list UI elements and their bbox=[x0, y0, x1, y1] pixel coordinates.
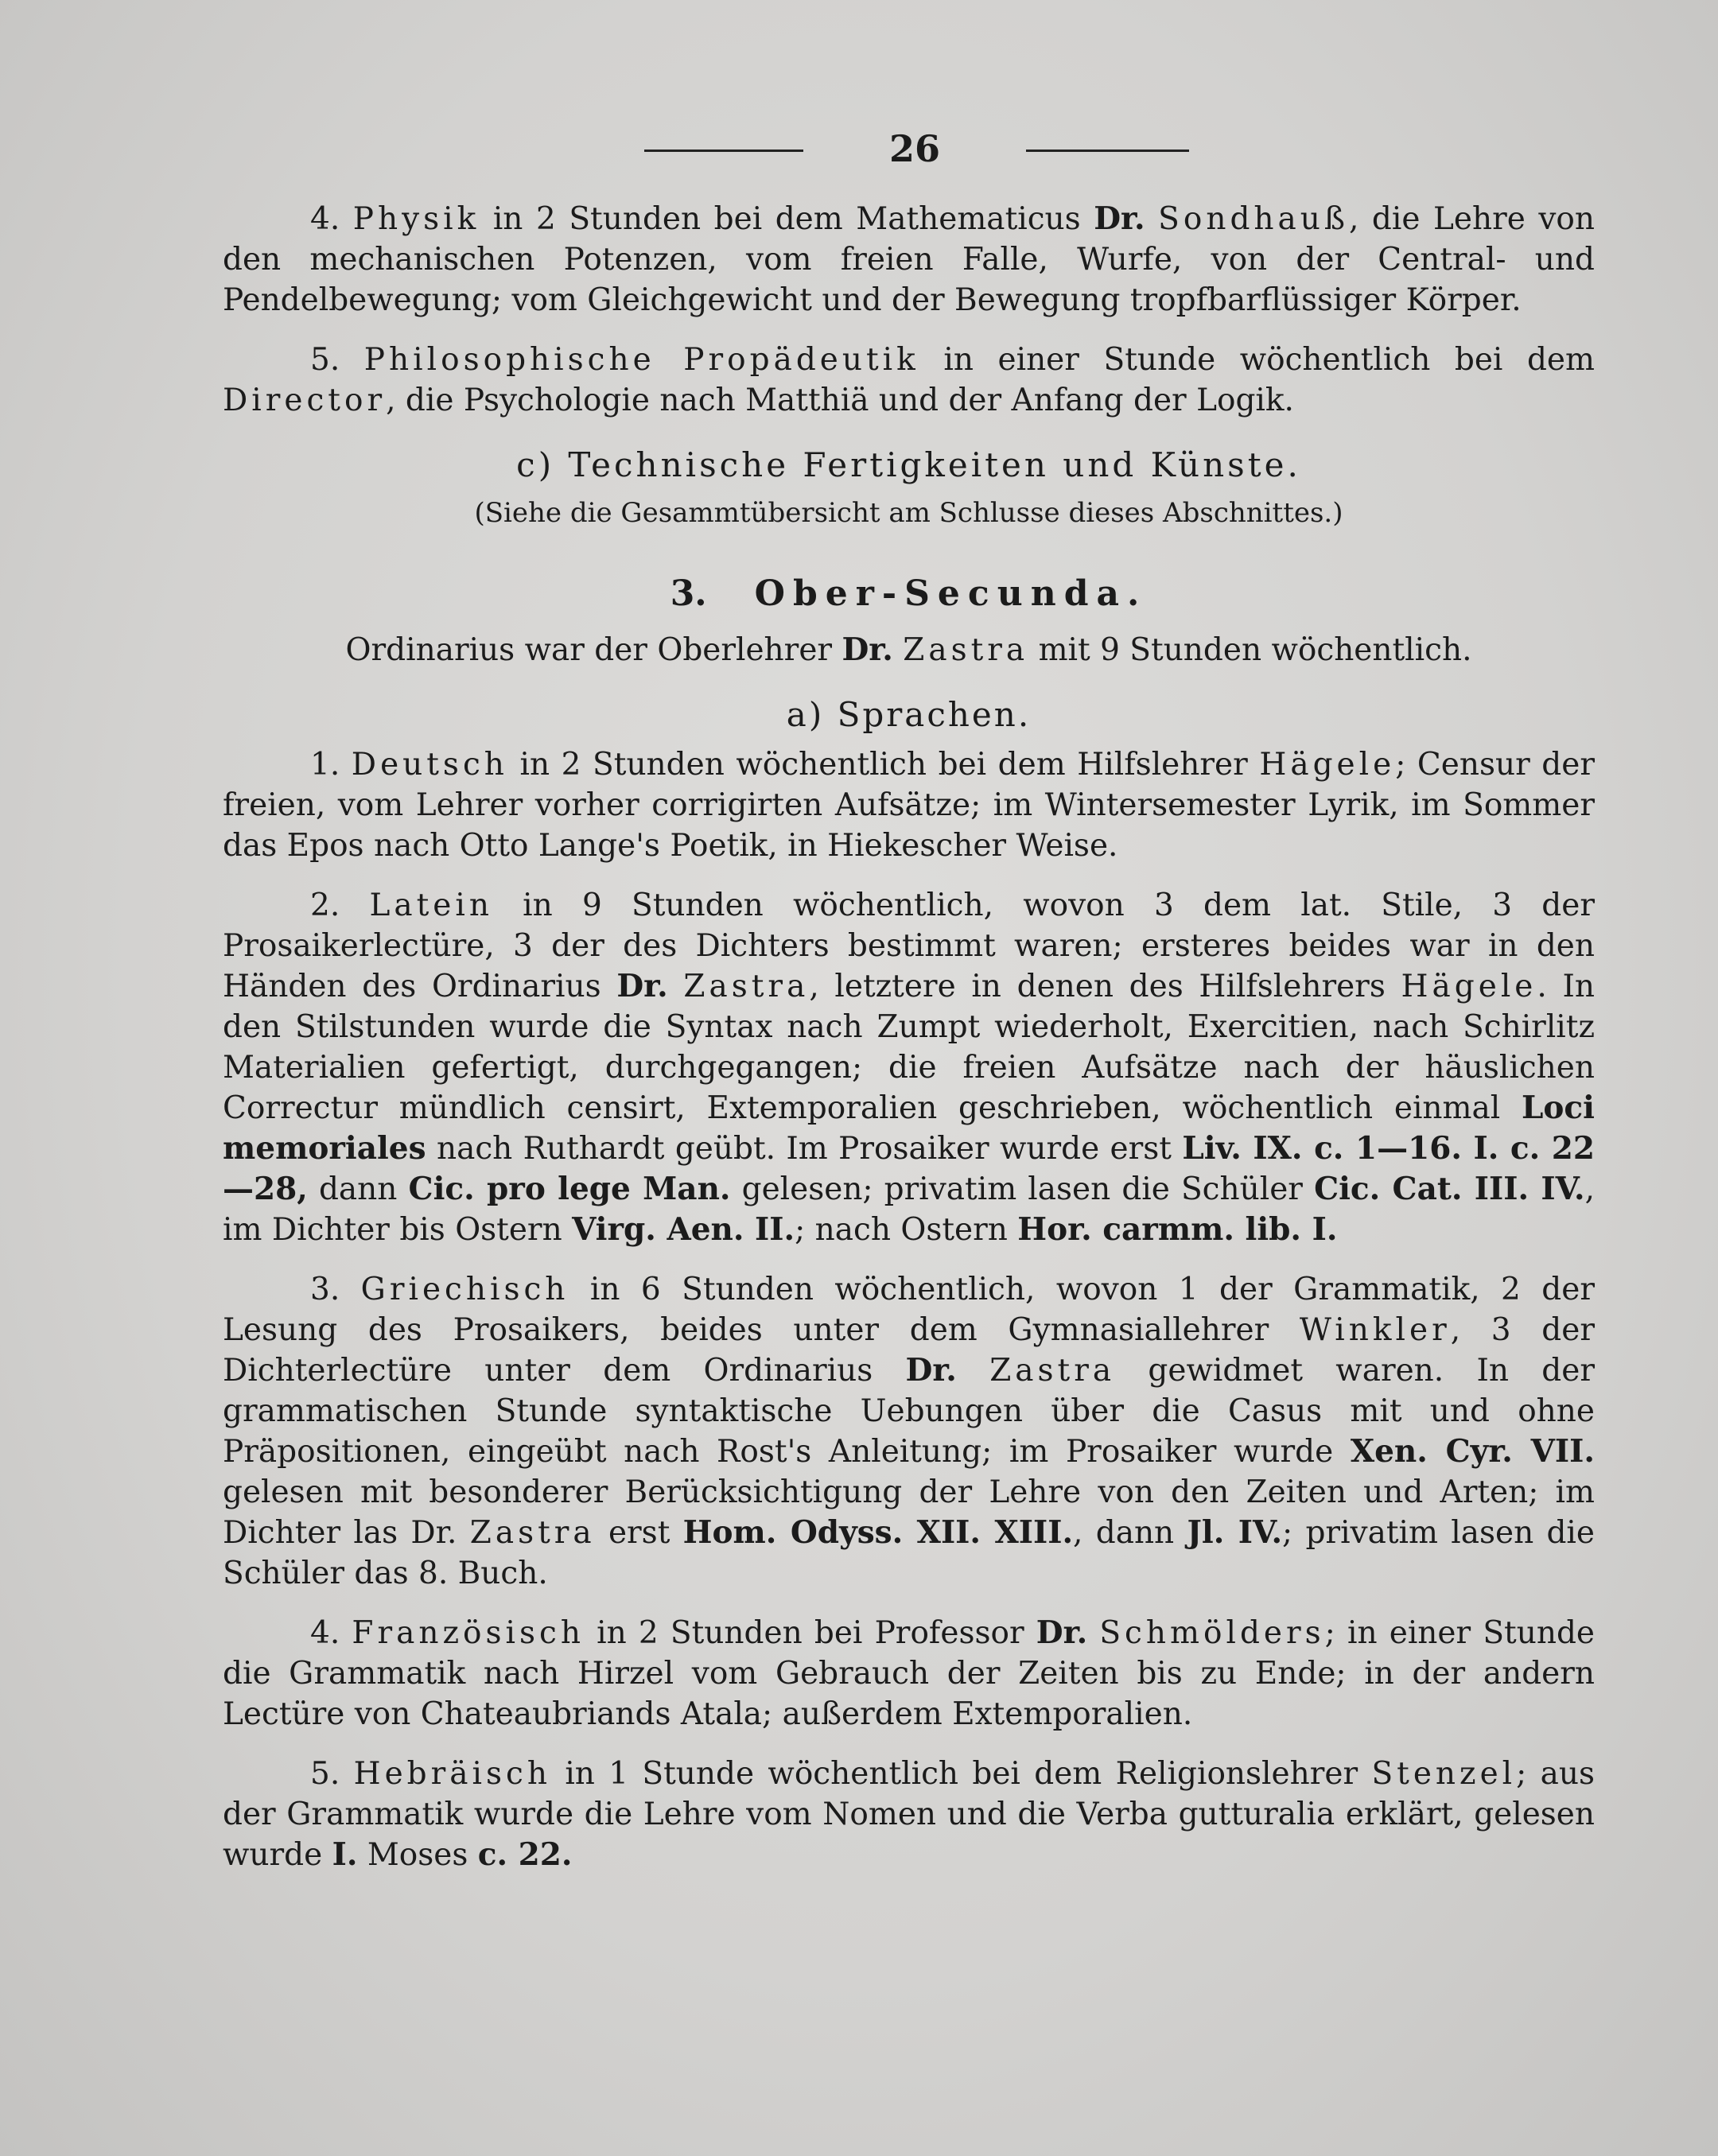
page-header bbox=[0, 127, 1718, 175]
header-rule-left bbox=[644, 150, 803, 152]
ordinarius-name: Zastra bbox=[903, 632, 1029, 668]
teacher-name: Director bbox=[223, 383, 387, 418]
item-number: 3. bbox=[310, 1272, 340, 1307]
page-content bbox=[223, 199, 1595, 1894]
heading-sprachen: a) Sprachen. bbox=[786, 695, 1032, 734]
overview-note: (Siehe die Gesammtübersicht am Schlusse dieses Abschnittes.) bbox=[474, 497, 1343, 529]
ordinarius-line: Ordinarius war der Oberlehrer Dr. Zastra mit 9 Stunden wöchentlich. bbox=[345, 631, 1472, 668]
teacher-name: Stenzel bbox=[1371, 1756, 1517, 1792]
subject-physik: Physik bbox=[352, 201, 480, 237]
section-number: 3. bbox=[670, 573, 707, 614]
teacher-name: Zastra bbox=[683, 969, 810, 1004]
latein-paragraph: 2. Latein in 9 Stunden wöchentlich, wovon 3 dem lat. Stile, 3 der Prosaikerlectüre, 3 der des Dichters bestimmt waren; ersteres beides war in den Händen des Ordinarius Dr. Zastra, letztere in denen des Hilfslehrers Hägele. In den Stilstunden wurde die Syntax nach Zumpt wiederholt, Exercitien, nach Schirlitz Materialien gefertigt, durchgegangen; die freien Aufsätze nach der häuslichen Correctur mündlich censirt, Extemporalien geschrieben, wöchentlich einmal Loci memoriales nach Ruthardt geübt. Im Prosaiker wurde erst Liv. IX. c. 1—16. I. c. 22—28, dann Cic. pro lege Man. gelesen; privatim lasen die Schüler Cic. Cat. III. IV., im Dichter bis Ostern Virg. Aen. II.; nach Ostern Hor. carmm. lib. I. bbox=[223, 888, 1596, 1248]
teacher-name: Hägele bbox=[1259, 747, 1396, 783]
teacher-name: Hägele bbox=[1401, 969, 1537, 1004]
griechisch-paragraph: 3. Griechisch in 6 Stunden wöchentlich, wovon 1 der Grammatik, 2 der Lesung des Prosaikers, beides unter dem Gymnasiallehrer Winkler, 3 der Dichterlectüre unter dem Ordinarius Dr. Zastra gewidmet waren. In der grammatischen Stunde syntaktische Uebungen über die Casus mit und ohne Präpositionen, eingeübt nach Rost's Anleitung; im Prosaiker wurde Xen. Cyr. VII. gelesen mit besonderer Berücksichtigung der Lehre von den Zeiten und Arten; im Dichter las Dr. Zastra erst Hom. Odyss. XII. XIII., dann Jl. IV.; privatim lasen die Schüler das 8. Buch. bbox=[223, 1272, 1595, 1591]
item-number: 4. bbox=[310, 1615, 340, 1651]
subject-franzoesisch: Französisch bbox=[352, 1615, 585, 1651]
item-number: 5. bbox=[310, 342, 340, 378]
subject-hebraeisch: Hebräisch bbox=[353, 1756, 551, 1792]
teacher-name: Zastra bbox=[469, 1515, 596, 1551]
teacher-name: Winkler bbox=[1299, 1312, 1451, 1348]
subject-griechisch: Griechisch bbox=[360, 1272, 569, 1307]
header-rule-right bbox=[1026, 150, 1189, 152]
deutsch-paragraph: 1. Deutsch in 2 Stunden wöchentlich bei dem Hilfslehrer Hägele; Censur der freien, vom Lehrer vorher corrigirten Aufsätze; im Wintersemester Lyrik, im Sommer das Epos nach Otto Lange's Poetik, in Hiekescher Weise. bbox=[223, 747, 1595, 864]
page-number: 26 bbox=[888, 127, 940, 170]
hebraeisch-paragraph: 5. Hebräisch in 1 Stunde wöchentlich bei dem Religionslehrer Stenzel; aus der Grammatik wurde die Lehre vom Nomen und die Verba gutturalia erklärt, gelesen wurde I. Moses c. 22. bbox=[223, 1756, 1596, 1873]
subject-deutsch: Deutsch bbox=[351, 747, 508, 783]
teacher-name: Schmölders bbox=[1099, 1615, 1325, 1651]
item-number: 4. bbox=[310, 201, 340, 237]
franzoesisch-paragraph: 4. Französisch in 2 Stunden bei Professor Dr. Schmölders; in einer Stunde die Grammatik nach Hirzel vom Gebrauch der Zeiten bis zu Ende; in der andern Lectüre von Chateaubriands Atala; außerdem Extemporalien. bbox=[223, 1614, 1595, 1732]
philosophie-paragraph: 5. Philosophische Propädeutik in einer Stunde wöchentlich bei dem Director, die Psychologie nach Matthiä und der Anfang der Logik. bbox=[223, 342, 1595, 418]
section-title: Ober-Secunda. bbox=[754, 573, 1148, 614]
heading-technische-fertigkeiten: c) Technische Fertigkeiten und Künste. bbox=[516, 445, 1301, 484]
section-heading-ober-secunda bbox=[223, 573, 1595, 614]
item-number: 5. bbox=[310, 1756, 340, 1792]
teacher-name: Sondhauß bbox=[1158, 201, 1349, 237]
subject-latein: Latein bbox=[369, 888, 493, 923]
item-number: 2. bbox=[310, 888, 340, 923]
item-number: 1. bbox=[310, 747, 340, 783]
physik-paragraph: 4. Physik in 2 Stunden bei dem Mathematicus Dr. Sondhauß, die Lehre von den mechanischen Potenzen, vom freien Falle, Wurfe, von der Central- und Pendelbewegung; vom Gleichgewicht und der Bewegung tropfbarflüssiger Körper. bbox=[223, 200, 1595, 318]
teacher-name: Zastra bbox=[989, 1353, 1116, 1389]
subject-philosophie: Philosophische Propädeutik bbox=[363, 342, 919, 378]
